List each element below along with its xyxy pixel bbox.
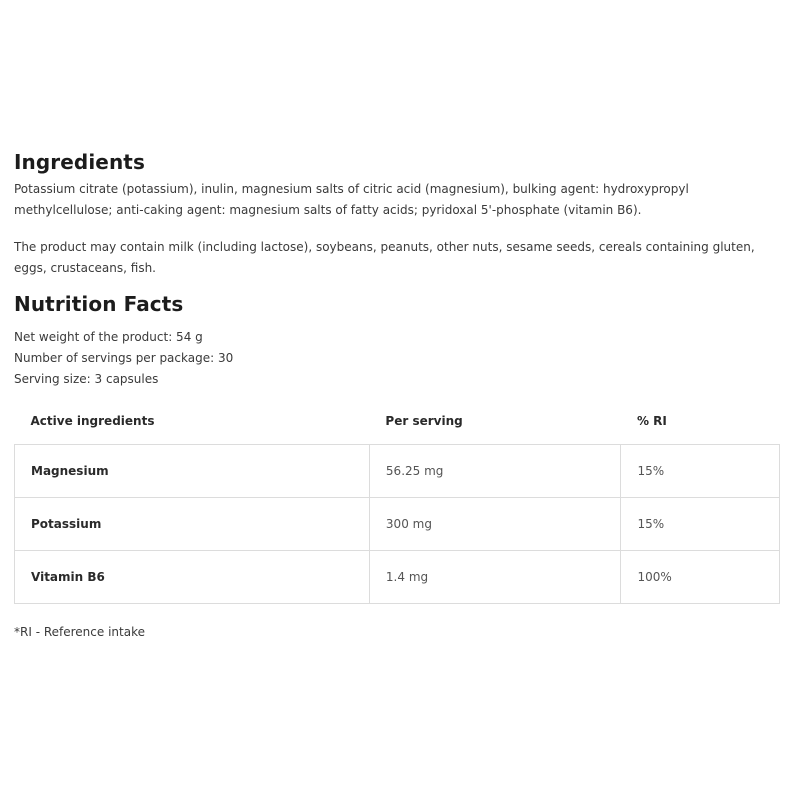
per-serving-cell: 300 mg	[369, 498, 621, 551]
nutrition-facts-heading: Nutrition Facts	[14, 292, 184, 316]
per-serving-cell: 56.25 mg	[369, 445, 621, 498]
servings-per-package: Number of servings per package: 30	[14, 351, 234, 365]
net-weight: Net weight of the product: 54 g	[14, 330, 203, 344]
ingredient-name-cell: Vitamin B6	[15, 551, 370, 604]
nutrition-table	[14, 398, 780, 604]
ri-footnote: *RI - Reference intake	[14, 625, 145, 639]
serving-size: Serving size: 3 capsules	[14, 372, 159, 386]
column-header-ri: % RI	[636, 414, 667, 428]
nutrition-facts-list	[14, 327, 781, 390]
ingredients-heading: Ingredients	[14, 150, 145, 174]
ingredient-name-cell: Magnesium	[15, 445, 370, 498]
per-serving-cell: 1.4 mg	[369, 551, 621, 604]
ri-cell: 100%	[621, 551, 780, 604]
column-header-per-serving: Per serving	[385, 414, 463, 428]
ingredients-text: Potassium citrate (potassium), inulin, magnesium salts of citric acid (magnesium), bulking agent: hydroxypropyl methylcellulose; anti-caking agent: magnesium salts of fatty acids; pyridoxal 5'-phosphate (vitamin B6).	[14, 182, 689, 217]
table-row	[15, 551, 780, 604]
table-header-row	[15, 398, 780, 445]
table-row	[15, 498, 780, 551]
ri-cell: 15%	[621, 498, 780, 551]
ingredient-name-cell: Potassium	[15, 498, 370, 551]
ri-cell: 15%	[621, 445, 780, 498]
product-info-page	[14, 148, 781, 640]
allergen-text: The product may contain milk (including lactose), soybeans, peanuts, other nuts, sesame seeds, cereals containing gluten, eggs, crustaceans, fish.	[14, 240, 755, 275]
table-row	[15, 445, 780, 498]
column-header-active-ingredients: Active ingredients	[30, 414, 155, 428]
